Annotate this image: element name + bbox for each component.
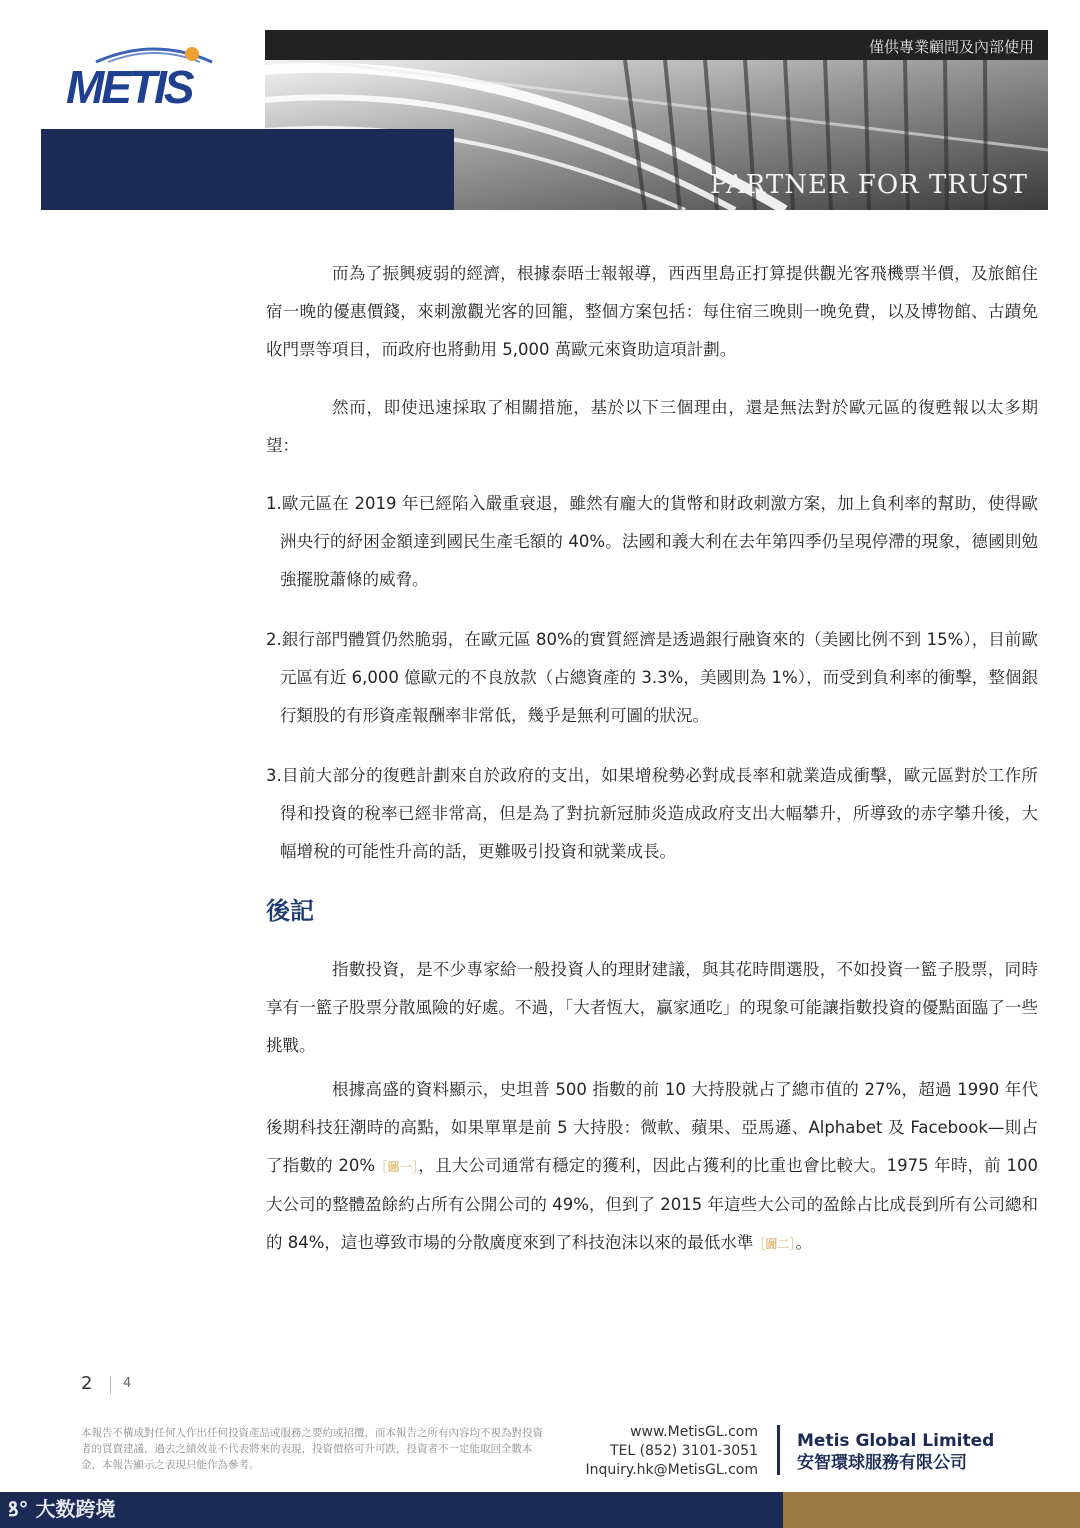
footer-gold-bar — [783, 1492, 1080, 1528]
footer-navy-bar — [0, 1492, 783, 1528]
website-link[interactable]: www.MetisGL.com — [630, 1424, 758, 1440]
paragraph: 然而，即使迅速採取了相關措施，基於以下三個理由，還是無法對於歐元區的復甦報以太多期望： — [266, 398, 1038, 455]
figure-reference[interactable]: ［圖一］ — [375, 1160, 419, 1174]
article-body — [266, 255, 1038, 1283]
header-navy-block — [41, 129, 454, 210]
figure-reference[interactable]: ［圖二］ — [753, 1237, 796, 1251]
paragraph-text: 。 — [795, 1233, 812, 1252]
watermark-logo-icon: ꝸ° — [8, 1497, 29, 1521]
page-total: 4 — [123, 1376, 132, 1391]
phone-number: TEL (852) 3101-3051 — [609, 1443, 758, 1459]
list-item: 3.目前大部分的復甦計劃來自於政府的支出，如果增稅勢必對成長率和就業造成衝擊，歐元區對於工作所得和投資的稅率已經非常高，但是為了對抗新冠肺炎造成政府支出大幅攀升，所導致的赤字攀升後，大幅增稅的可能性升高的話，更難吸引投資和就業成長。 — [266, 766, 1038, 861]
email-link[interactable]: Inquiry.hk@MetisGL.com — [585, 1462, 758, 1478]
banner-note-bar — [265, 30, 1048, 60]
contact-info — [560, 1423, 758, 1480]
paragraph: 而為了振興疲弱的經濟，根據泰晤士報報導，西西里島正打算提供觀光客飛機票半價，及旅館住宿一晚的優惠價錢，來刺激觀光客的回籠，整個方案包括：每住宿三晚則一晚免費，以及博物館、古蹟免收門票等項目，而政府也將動用 5,000 萬歐元來資助這項計劃。 — [266, 264, 1038, 359]
paragraph — [266, 1071, 1038, 1263]
page-number: 2 — [81, 1373, 93, 1394]
footer-divider — [777, 1425, 780, 1475]
paragraph-text: ，且大公司通常有穩定的獲利，因此占獲利的比重也會比較大。1975 年時，前 100 大公司的整體盈餘約占所有公開公司的 49%，但到了 2015 年這些大公司的盈餘占比成長到所有公司總和的 84%，這也導致市場的分散廣度來到了科技泡沫以來的最低水準 — [266, 1156, 1038, 1252]
list-item: 1.歐元區在 2019 年已經陷入嚴重衰退，雖然有龐大的貨幣和財政刺激方案，加上負利率的幫助，使得歐洲央行的紓困金額達到國民生產毛額的 40%。法國和義大利在去年第四季仍呈現停滯的現象，德國則勉強擺脫蕭條的威脅。 — [266, 494, 1038, 589]
watermark — [8, 1494, 116, 1524]
logo-wordmark: METIS — [66, 61, 192, 113]
company-name-zh: 安智環球服務有限公司 — [797, 1453, 967, 1473]
list-item: 2.銀行部門體質仍然脆弱，在歐元區 80%的實質經濟是透過銀行融資來的（美國比例不到 15%），目前歐元區有近 6,000 億歐元的不良放款（占總資產的 3.3%，美國則為 1%），而受到負利率的衝擊，整個銀行類股的有形資產報酬率非常低，幾乎是無利可圖的狀況。 — [266, 630, 1038, 725]
internal-use-note: 僅供專業顧問及內部使用 — [868, 38, 1034, 56]
watermark-text: 大数跨境 — [35, 1497, 116, 1521]
disclaimer: 本報告不構成對任何人作出任何投資產品或服務之要約或招攬，而本報告之所有內容均不視為對投資者的買賣建議，過去之績效並不代表將來的表現，投資價格可升可跌，投資者不一定能取回全數本金，本報告顯示之表現只能作為參考。 — [81, 1427, 543, 1471]
company-name — [797, 1430, 994, 1474]
slogan: PARTNER FOR TRUST — [709, 170, 1028, 200]
paragraph: 指數投資，是不少專家給一般投資人的理財建議，與其花時間選股，不如投資一籃子股票，同時享有一籃子股票分散風險的好處。不過，「大者恆大，贏家通吃」的現象可能讓指數投資的優點面臨了一些挑戰。 — [266, 960, 1038, 1055]
page-divider — [110, 1376, 111, 1394]
paragraph-text: 根據高盛的資料顯示，史坦普 500 指數的前 10 大持股就占了總市值的 27%，超過 1990 年代後期科技狂潮時的高點，如果單單是前 5 大持股：微軟、蘋果、亞馬遜、Alphabet 及 Facebook—則占了指數的 20% — [266, 1080, 1038, 1175]
section-heading: 後記 — [266, 897, 314, 925]
metis-logo — [66, 42, 226, 112]
company-name-en: Metis Global Limited — [797, 1431, 995, 1451]
